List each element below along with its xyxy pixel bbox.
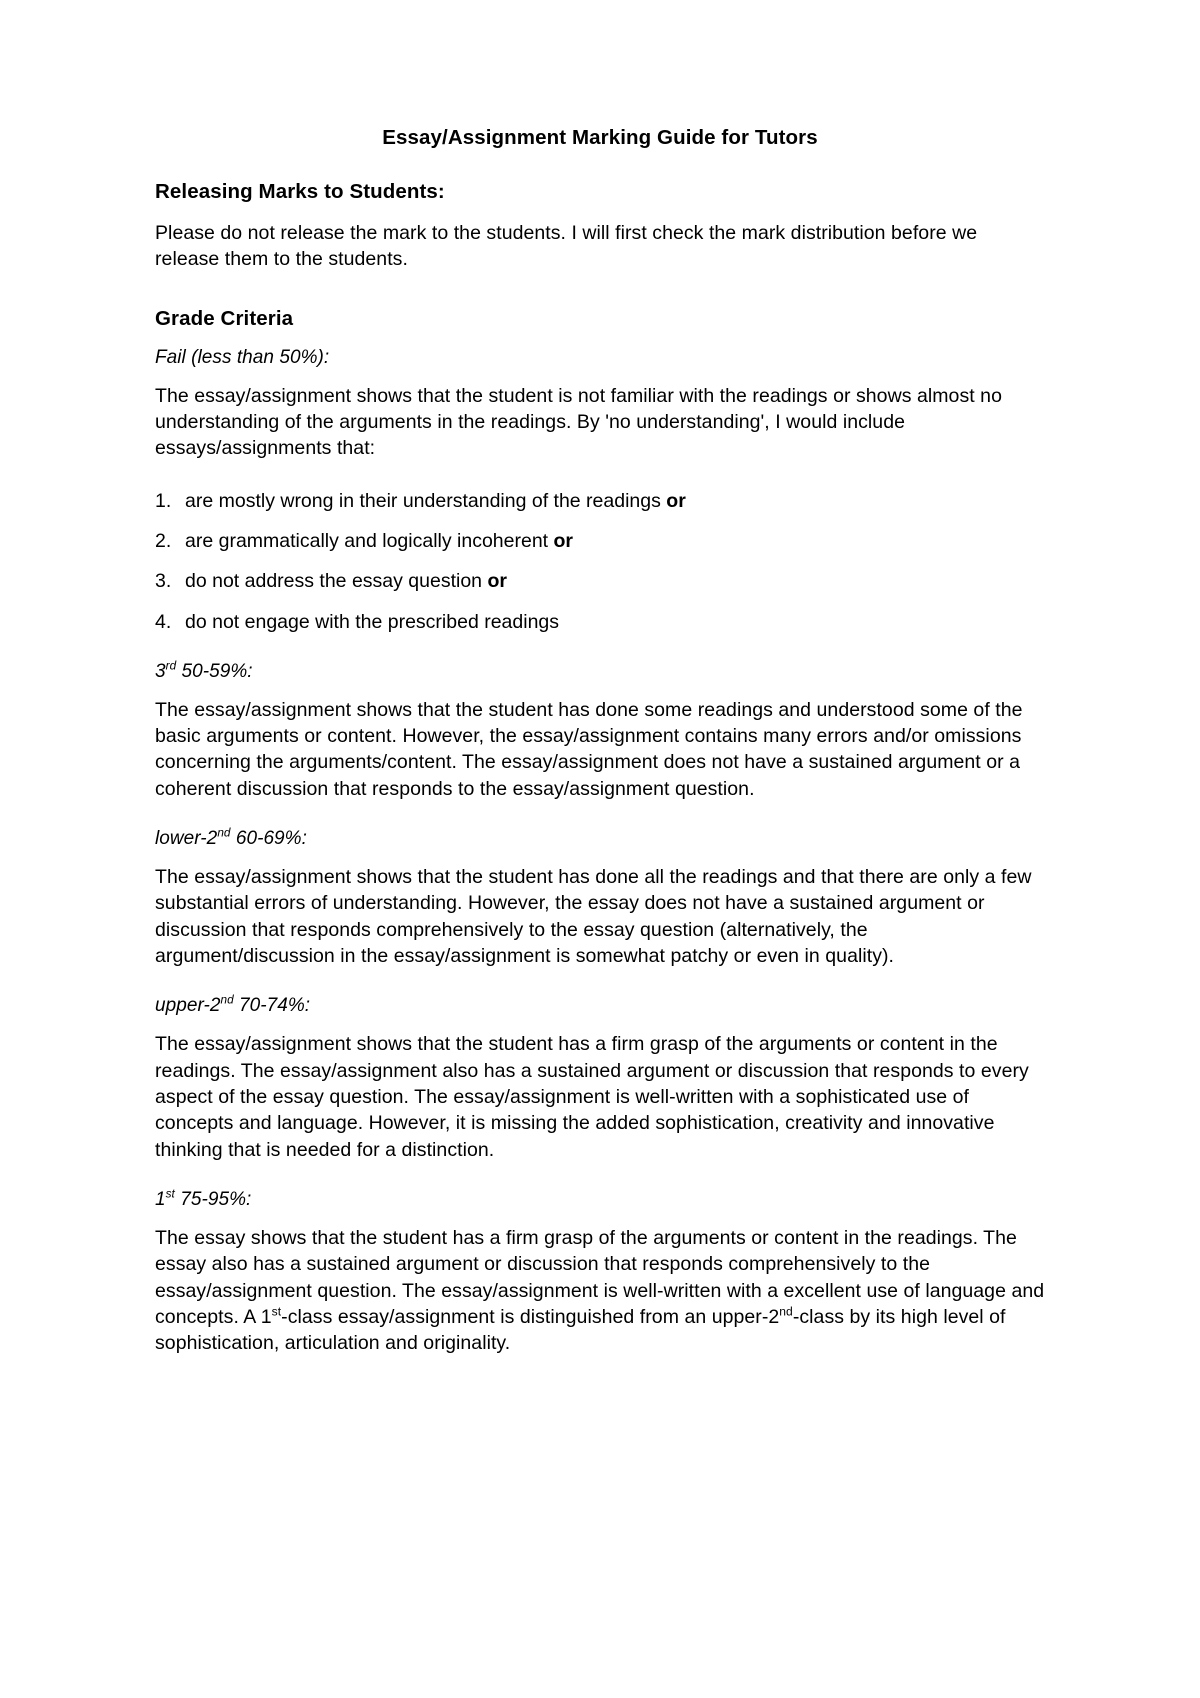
grade-label-lower-second-range: 60-69%: bbox=[230, 828, 307, 850]
list-item-text bbox=[185, 609, 559, 635]
list-item bbox=[155, 568, 1045, 594]
lower-second-paragraph: The essay/assignment shows that the student has done all the readings and that there are only a few substantial errors of understanding. However, the essay does not have a sustained argument or discussion that responds comprehensively to the essay question (alternatively, the argument/discussion in the essay/assignment is somewhat patchy or even in quality). bbox=[155, 866, 1032, 967]
grade-label-lower-second-ordinal: nd bbox=[217, 826, 231, 840]
grade-label-third bbox=[155, 661, 1045, 683]
grade-label-third-ordinal: rd bbox=[165, 659, 177, 673]
list-item-number: 2. bbox=[155, 529, 172, 552]
grade-label-first-number: 1 bbox=[155, 1188, 166, 1210]
grade-label-third-range: 50-59%: bbox=[176, 660, 253, 682]
grade-label-lower-second bbox=[155, 828, 1045, 850]
list-item-text bbox=[185, 568, 507, 594]
list-item-number: 3. bbox=[155, 570, 172, 593]
grade-label-upper-second-number: upper-2 bbox=[155, 995, 221, 1017]
section-heading-grade-criteria: Grade Criteria bbox=[155, 306, 294, 330]
list-item bbox=[155, 528, 1045, 554]
grade-label-fail-text: Fail (less than 50%) bbox=[155, 346, 324, 368]
grade-label-fail-colon: : bbox=[323, 346, 330, 368]
list-item-conjunction: or bbox=[666, 489, 686, 512]
fail-criteria-list bbox=[155, 488, 1045, 635]
upper-second-paragraph: The essay/assignment shows that the student has a firm grasp of the arguments or content in the readings. The essay/assignment also has a sustained argument or discussion that responds to every aspect of the essay question. The essay/assignment is well-written with a sophisticated use of concepts and language. However, it is missing the added sophistication, creativity and innovative thinking that is needed for a distinction. bbox=[155, 1033, 1029, 1161]
first-paragraph-ordinal-2: nd bbox=[779, 1304, 793, 1319]
list-item-text bbox=[185, 528, 573, 554]
list-item-text bbox=[185, 488, 686, 514]
grade-label-first bbox=[155, 1189, 1045, 1211]
list-item-body: are mostly wrong in their understanding of the readings bbox=[185, 489, 667, 512]
first-paragraph-ordinal-1: st bbox=[271, 1304, 282, 1319]
list-item bbox=[155, 609, 1045, 635]
list-item-body: do not address the essay question bbox=[185, 570, 488, 593]
grade-label-upper-second bbox=[155, 995, 1045, 1017]
grade-label-upper-second-range: 70-74%: bbox=[233, 995, 311, 1017]
grade-label-third-number: 3 bbox=[155, 660, 166, 682]
first-paragraph-part2: -class essay/assignment is distinguished from an upper-2 bbox=[281, 1305, 780, 1328]
list-item-conjunction: or bbox=[553, 529, 574, 552]
grade-label-fail bbox=[155, 347, 1045, 369]
list-item-number: 4. bbox=[155, 610, 172, 633]
document-title: Essay/Assignment Marking Guide for Tutors bbox=[382, 126, 818, 149]
first-paragraph-part3: -class by its high level of sophistication, articulation and originality. bbox=[155, 1305, 1006, 1355]
grade-label-first-ordinal: st bbox=[165, 1187, 175, 1201]
list-item-number: 1. bbox=[155, 489, 172, 512]
grade-label-upper-second-ordinal: nd bbox=[220, 993, 234, 1007]
list-item-conjunction: or bbox=[487, 570, 507, 593]
third-paragraph: The essay/assignment shows that the student has done some readings and understood some of the basic arguments or content. However, the essay/assignment contains many errors and/or omissions concerning the arguments/content. The essay/assignment does not have a sustained argument or a coherent discussion that responds to the essay/assignment question. bbox=[155, 698, 1023, 800]
list-item-body: are grammatically and logically incoherent bbox=[185, 529, 554, 552]
first-paragraph-part1: The essay shows that the student has a firm grasp of the arguments or content in the readings. The essay also has a sustained argument or discussion that responds comprehensively to the essay/assignment question. The essay/assignment is well-written with a excellent use of language and concepts. A 1 bbox=[155, 1226, 1045, 1328]
list-item bbox=[155, 488, 1045, 514]
releasing-marks-paragraph: Please do not release the mark to the students. I will first check the mark distribution before we release them to the students. bbox=[155, 222, 978, 271]
list-item-body: do not engage with the prescribed readings bbox=[185, 610, 560, 633]
first-paragraph bbox=[155, 1225, 1045, 1357]
grade-label-lower-second-number: lower-2 bbox=[155, 828, 218, 850]
grade-label-first-range: 75-95%: bbox=[174, 1188, 252, 1210]
section-heading-releasing-marks: Releasing Marks to Students: bbox=[155, 180, 445, 203]
fail-intro-paragraph: The essay/assignment shows that the student is not familiar with the readings or shows almost no understanding of the arguments in the readings. By 'no understanding', I would include essays/assignments that: bbox=[155, 384, 1002, 460]
